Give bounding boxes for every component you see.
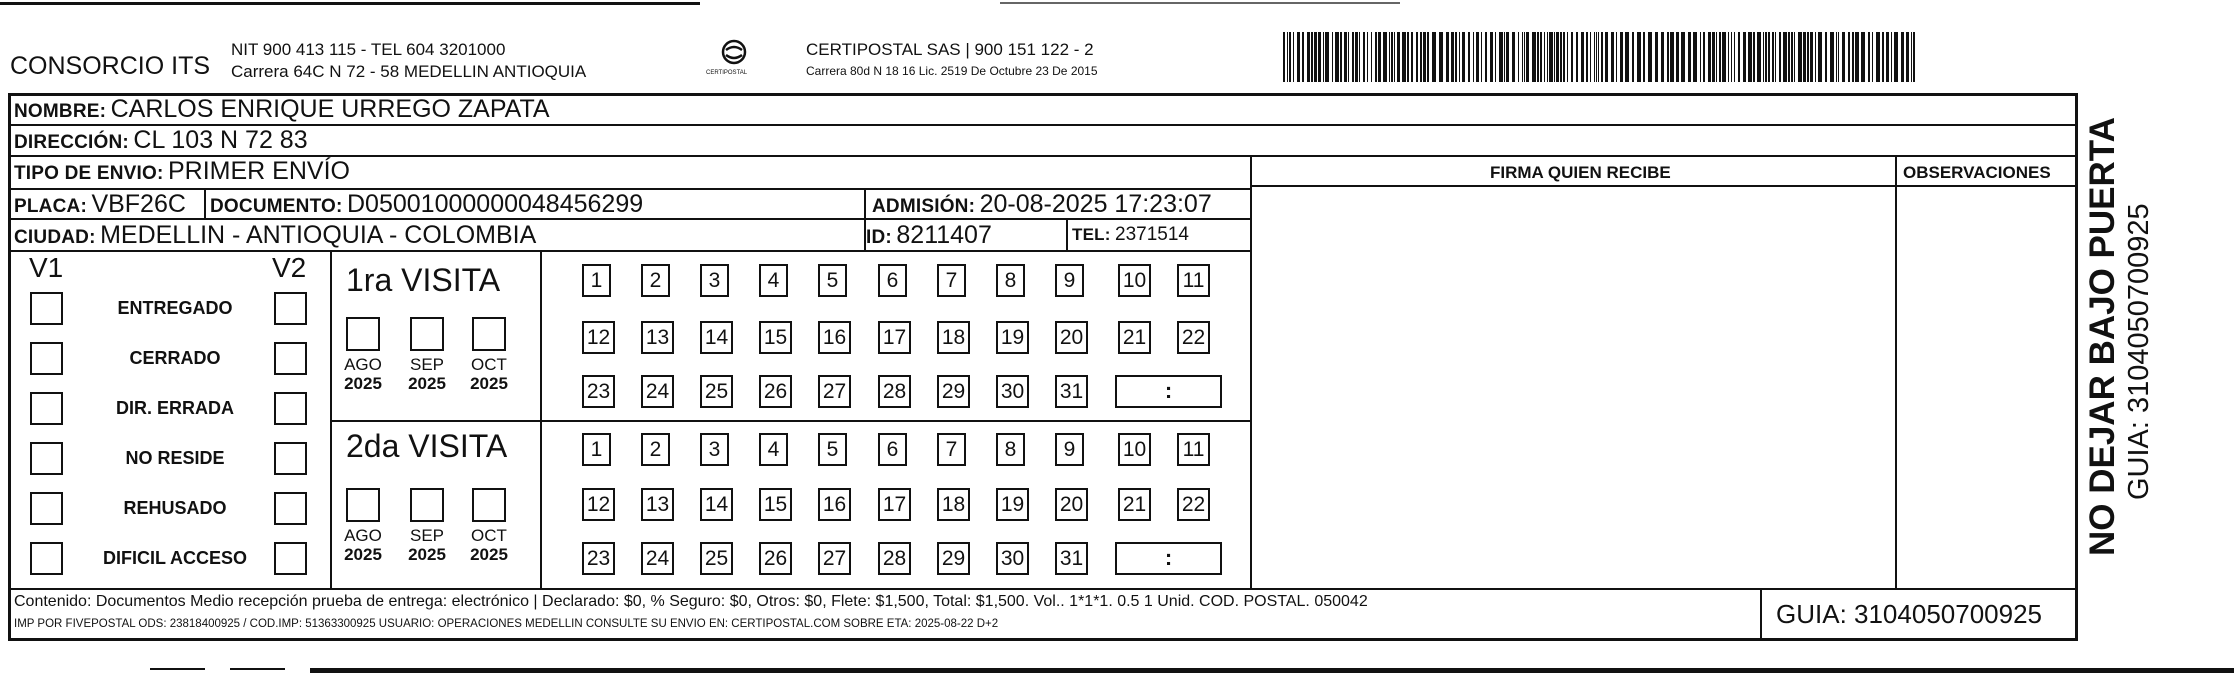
day-box[interactable]: 28 [878,375,911,408]
day-box[interactable]: 4 [759,264,788,297]
time-field[interactable]: : [1115,542,1222,575]
day-box[interactable]: 2 [641,433,670,466]
v1-checkbox[interactable] [30,442,63,475]
day-box[interactable]: 11 [1177,264,1210,297]
id-value: 8211407 [896,221,992,249]
top-edge-mark [0,2,700,5]
time-field[interactable]: : [1115,375,1222,408]
second-visit-title: 2da VISITA [346,428,508,464]
day-box[interactable]: 5 [818,433,847,466]
recipient-address: CL 103 N 72 83 [133,126,308,154]
footer-content: Contenido: Documentos Medio recepción prueba de entrega: electrónico | Declarado: $0, % Seguro: $0, Otros: $0, Flete: $1,500, Total: $1,500. Vol.. 1*1*1. 0.5 1 Unid. COD. POSTAL. 050042 [14,593,1368,610]
row-divider [330,420,1250,422]
year-label: 2025 [408,374,446,393]
v1-label: V1 [29,252,64,283]
day-box[interactable]: 31 [1055,375,1088,408]
day-box[interactable]: 22 [1177,488,1210,521]
day-box[interactable]: 11 [1177,433,1210,466]
id-field [866,221,992,250]
day-box[interactable]: 29 [937,542,970,575]
day-box[interactable]: 3 [700,264,729,297]
day-box[interactable]: 6 [878,433,907,466]
v2-checkbox[interactable] [274,392,307,425]
v2-checkbox[interactable] [274,292,307,325]
day-box[interactable]: 22 [1177,321,1210,354]
month-checkbox[interactable] [410,488,444,522]
tel-label: TEL: [1072,225,1111,244]
day-box[interactable]: 15 [759,488,792,521]
day-box[interactable]: 9 [1055,264,1084,297]
v1-checkbox[interactable] [30,492,63,525]
day-box[interactable]: 20 [1055,321,1088,354]
day-box[interactable]: 10 [1118,264,1151,297]
status-label: DIFICIL ACCESO [102,548,247,568]
bottom-edge-mark [310,668,2234,673]
status-label: REHUSADO [123,498,227,518]
side-guide: GUIA: 3104050700925 [2123,203,2155,500]
city-value: MEDELLIN - ANTIOQUIA - COLOMBIA [100,221,537,249]
tel-field [1072,224,1189,246]
column-divider [1895,155,1897,588]
day-box[interactable]: 30 [996,542,1029,575]
v2-checkbox[interactable] [274,342,307,375]
send-type-row [14,157,350,186]
day-box[interactable]: 25 [700,375,733,408]
day-box[interactable]: 2 [641,264,670,297]
plate-value: VBF26C [91,190,186,218]
v1-checkbox[interactable] [30,392,63,425]
column-divider [1760,588,1762,641]
v1-checkbox[interactable] [30,292,63,325]
day-box[interactable]: 13 [641,321,674,354]
bottom-edge-mark [230,668,285,670]
month-label: OCT [471,355,507,374]
row-divider [8,250,1250,252]
day-box[interactable]: 15 [759,321,792,354]
month-checkbox[interactable] [472,488,506,522]
day-box[interactable]: 3 [700,433,729,466]
day-box[interactable]: 24 [641,542,674,575]
v2-checkbox[interactable] [274,492,307,525]
day-box[interactable]: 24 [641,375,674,408]
day-box[interactable]: 7 [937,433,966,466]
year-label: 2025 [470,545,508,564]
admission-field [872,190,1212,219]
column-divider [540,250,542,588]
company-address: Carrera 64C N 72 - 58 MEDELLIN ANTIOQUIA [231,62,587,81]
city-field [14,221,536,250]
month-label: AGO [344,355,382,374]
month-caption [338,526,388,564]
name-label: NOMBRE: [14,101,107,122]
year-label: 2025 [344,545,382,564]
v1-checkbox[interactable] [30,542,63,575]
month-caption [338,355,388,393]
footer-imp: IMP POR FIVEPOSTAL ODS: 23818400925 / COD.IMP: 51363300925 USUARIO: OPERACIONES MEDELLIN CONSULTE SU ENVIO EN: CERTIPOSTAL.COM SOBRE ETA: 2025-08-22 D+2 [14,618,999,630]
month-caption [402,355,452,393]
send-type-value: PRIMER ENVÍO [168,157,350,185]
year-label: 2025 [470,374,508,393]
document-label: DOCUMENTO: [210,196,343,217]
day-box[interactable]: 27 [818,375,851,408]
day-box[interactable]: 17 [878,488,911,521]
column-divider [330,250,332,588]
day-box[interactable]: 7 [937,264,966,297]
day-box[interactable]: 28 [878,542,911,575]
status-label: NO RESIDE [125,448,225,468]
top-edge-mark [1000,2,1400,4]
day-box[interactable]: 21 [1118,488,1151,521]
logo-caption: CERTIPOSTAL [706,70,748,76]
day-box[interactable]: 14 [700,321,733,354]
day-box[interactable]: 1 [582,264,611,297]
city-label: CIUDAD: [14,227,96,248]
day-box[interactable]: 29 [937,375,970,408]
day-box[interactable]: 30 [996,375,1029,408]
day-box[interactable]: 27 [818,542,851,575]
day-box[interactable]: 8 [996,433,1025,466]
side-warning: NO DEJAR BAJO PUERTA [2083,117,2122,556]
plate-field [14,190,186,219]
carrier-address: Carrera 80d N 18 16 Lic. 2519 De Octubre 23 De 2015 [806,64,1098,78]
day-box[interactable]: 16 [818,488,851,521]
send-type-label: TIPO DE ENVIO: [14,163,164,184]
day-box[interactable]: 19 [996,321,1029,354]
column-divider [1250,155,1252,588]
year-label: 2025 [344,374,382,393]
carrier-name: CERTIPOSTAL SAS | 900 151 122 - 2 [806,40,1094,59]
month-caption [464,355,514,393]
column-divider [1066,218,1068,250]
day-box[interactable]: 13 [641,488,674,521]
bottom-edge-mark [150,668,205,670]
tel-value: 2371514 [1115,224,1189,245]
day-box[interactable]: 5 [818,264,847,297]
month-label: SEP [409,526,445,545]
day-box[interactable]: 12 [582,321,615,354]
day-box[interactable]: 14 [700,488,733,521]
day-box[interactable]: 8 [996,264,1025,297]
day-box[interactable]: 4 [759,433,788,466]
day-box[interactable]: 19 [996,488,1029,521]
day-box[interactable]: 16 [818,321,851,354]
id-label: ID: [866,227,892,248]
admission-label: ADMISIÓN: [872,196,976,217]
v2-checkbox[interactable] [274,442,307,475]
month-caption [402,526,452,564]
day-box[interactable]: 10 [1118,433,1151,466]
day-box[interactable]: 21 [1118,321,1151,354]
v2-label: V2 [272,252,307,283]
month-caption [464,526,514,564]
status-label: CERRADO [129,348,221,368]
status-label: ENTREGADO [117,298,233,318]
certipostal-logo-icon [702,36,766,86]
observations-header: OBSERVACIONES [1903,163,2051,182]
address-label: DIRECCIÓN: [14,132,129,153]
v2-checkbox[interactable] [274,542,307,575]
status-label: DIR. ERRADA [115,398,234,418]
day-box[interactable]: 18 [937,488,970,521]
month-checkbox[interactable] [346,488,380,522]
day-box[interactable]: 1 [582,433,611,466]
month-label: AGO [344,526,382,545]
row-divider [8,124,2078,126]
name-row [14,95,550,124]
day-box[interactable]: 23 [582,542,615,575]
column-divider [204,188,206,218]
day-box[interactable]: 18 [937,321,970,354]
day-box[interactable]: 25 [700,542,733,575]
day-box[interactable]: 9 [1055,433,1084,466]
day-box[interactable]: 23 [582,375,615,408]
day-box[interactable]: 26 [759,542,792,575]
plate-label: PLACA: [14,196,87,217]
month-label: SEP [409,355,445,374]
year-label: 2025 [408,545,446,564]
day-box[interactable]: 6 [878,264,907,297]
address-row [14,126,308,155]
month-checkbox[interactable] [410,317,444,351]
row-divider [1250,185,2078,187]
day-box[interactable]: 31 [1055,542,1088,575]
signature-header: FIRMA QUIEN RECIBE [1490,163,1671,182]
recipient-name: CARLOS ENRIQUE URREGO ZAPATA [110,95,550,123]
admission-value: 20-08-2025 17:23:07 [979,190,1212,218]
month-label: OCT [471,526,507,545]
v1-checkbox[interactable] [30,342,63,375]
barcode [1283,32,1919,82]
month-checkbox[interactable] [346,317,380,351]
month-checkbox[interactable] [472,317,506,351]
day-box[interactable]: 12 [582,488,615,521]
document-field [210,190,643,219]
row-divider [8,588,2078,590]
first-visit-title: 1ra VISITA [346,262,501,298]
company-nit: NIT 900 413 115 - TEL 604 3201000 [231,40,506,59]
footer-guide: GUIA: 3104050700925 [1776,599,2042,629]
company-name: CONSORCIO ITS [10,52,211,80]
day-box[interactable]: 17 [878,321,911,354]
document-value: D05001000000048456299 [347,190,644,218]
day-box[interactable]: 20 [1055,488,1088,521]
day-box[interactable]: 26 [759,375,792,408]
